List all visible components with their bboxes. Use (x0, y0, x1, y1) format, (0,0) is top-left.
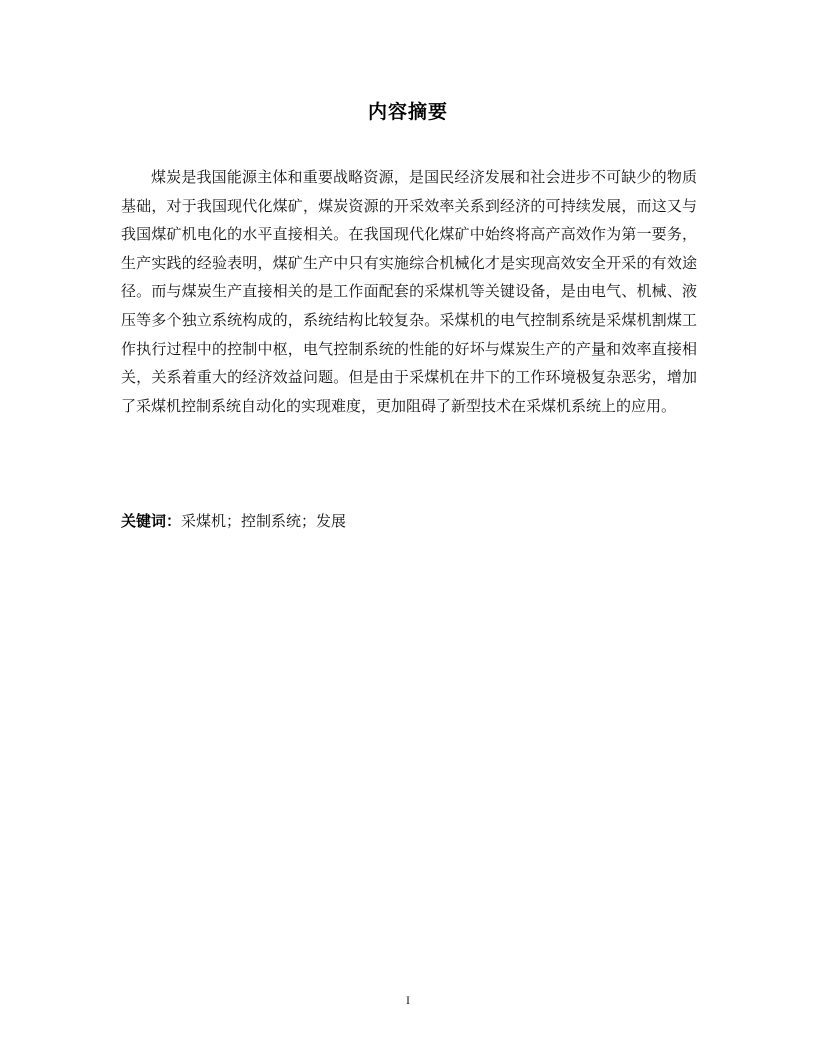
page-title: 内容摘要 (367, 101, 448, 123)
keywords-value: 采煤机；控制系统；发展 (181, 512, 347, 530)
page-number: I (406, 993, 410, 1007)
abstract-paragraph: 煤炭是我国能源主体和重要战略资源，是国民经济发展和社会进步不可缺少的物质基础，对于我国现代化煤矿，煤炭资源的开采效率关系到经济的可持续发展，而这又与我国煤矿机电化的水平直接相关。在我国现代化煤矿中始终将高产高效作为第一要务，生产实践的经验表明，煤矿生产中只有实施综合机械化才是实现高效安全开采的有效途径。而与煤炭生产直接相关的是工作面配套的采煤机等关键设备，是由电气、机械、液压等多个独立系统构成的，系统结构比较复杂。采煤机的电气控制系统是采煤机割煤工作执行过程中的控制中枢，电气控制系统的性能的好坏与煤炭生产的产量和效率直接相关，关系着重大的经济效益问题。但是由于采煤机在井下的工作环境极复杂恶劣，增加了采煤机控制系统自动化的实现难度，更加阻碍了新型技术在采煤机系统上的应用。 (121, 168, 697, 415)
keywords-line (121, 508, 697, 534)
keywords-label: 关键词： (121, 512, 182, 530)
